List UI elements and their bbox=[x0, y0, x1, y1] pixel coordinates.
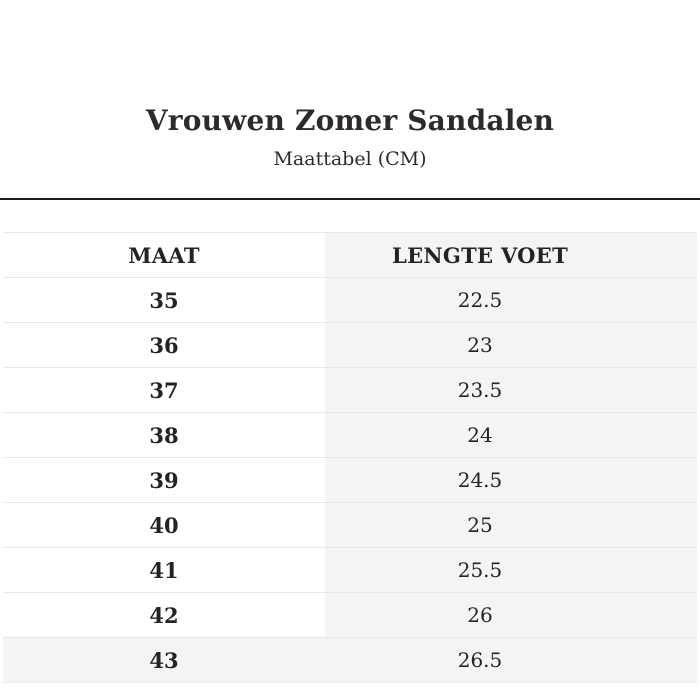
table-row bbox=[3, 412, 697, 457]
size-cell: 38 bbox=[3, 413, 325, 457]
length-cell: 23.5 bbox=[325, 368, 697, 412]
table-row bbox=[3, 367, 697, 412]
size-cell: 37 bbox=[3, 368, 325, 412]
length-cell: 25.5 bbox=[325, 548, 697, 592]
size-cell: 35 bbox=[3, 278, 325, 322]
table-row bbox=[3, 637, 697, 682]
length-cell: 25 bbox=[325, 503, 697, 547]
table-row bbox=[3, 592, 697, 637]
page-title: Vrouwen Zomer Sandalen bbox=[145, 104, 555, 137]
size-cell: 43 bbox=[3, 638, 325, 682]
length-cell: 26 bbox=[325, 593, 697, 637]
length-cell: 24 bbox=[325, 413, 697, 457]
length-cell: 24.5 bbox=[325, 458, 697, 502]
size-chart-table bbox=[3, 232, 697, 683]
length-cell: 26.5 bbox=[325, 638, 697, 682]
table-row bbox=[3, 457, 697, 502]
size-cell: 42 bbox=[3, 593, 325, 637]
size-cell: 36 bbox=[3, 323, 325, 367]
page-subtitle: Maattabel (CM) bbox=[273, 148, 427, 170]
size-cell: 40 bbox=[3, 503, 325, 547]
column-header-maat: MAAT bbox=[3, 233, 325, 277]
table-row bbox=[3, 277, 697, 322]
size-cell: 39 bbox=[3, 458, 325, 502]
length-cell: 23 bbox=[325, 323, 697, 367]
header-divider-rule bbox=[0, 198, 700, 200]
table-row bbox=[3, 547, 697, 592]
table-header-row bbox=[3, 232, 697, 277]
table-row bbox=[3, 322, 697, 367]
table-row bbox=[3, 502, 697, 547]
length-cell: 22.5 bbox=[325, 278, 697, 322]
column-header-lengte-voet: LENGTE VOET bbox=[325, 233, 697, 277]
size-cell: 41 bbox=[3, 548, 325, 592]
